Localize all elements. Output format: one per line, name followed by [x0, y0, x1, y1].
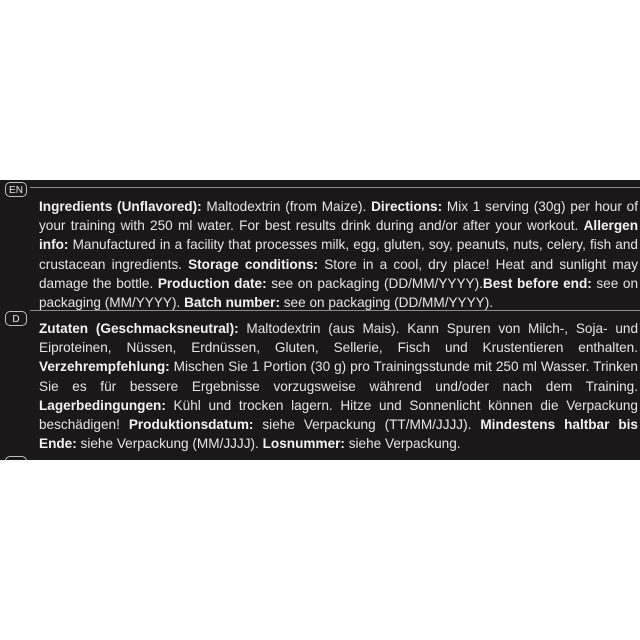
storage-label: Storage conditions:: [188, 256, 319, 272]
allergen-label: Allergen info:: [39, 218, 638, 253]
best-before-label: Best before end:: [482, 275, 592, 291]
haltbar-text: siehe Verpackung (MM/JJJJ).: [76, 436, 263, 452]
zutaten-text: Maltodextrin (aus Mais). Kann Spuren von Milch-, Soja- und Eiproteinen, Nüssen, Erdnüssen, Gluten, Sellerie, Fisch und Krustentieren enthalten.: [39, 321, 639, 356]
verzehrempfehlung-text: Mischen Sie 1 Portion (30 g) pro Trainingsstunde mit 250 ml Wasser. Trinken Sie es für bessere Ergebnisse vorzugsweise während und/oder nach dem Training.: [39, 359, 638, 394]
production-date-label: Production date:: [157, 275, 267, 291]
losnummer-label: Losnummer:: [262, 436, 345, 452]
directions-label: Directions:: [371, 199, 443, 214]
ingredients-label: Ingredients (Unflavored):: [39, 199, 202, 214]
losnummer-text: siehe Verpackung.: [344, 436, 461, 452]
allergen-text: Manufactured in a facility that processes milk, egg, gluten, soy, peanuts, nuts, celery, fish and crustacean ingredients.: [39, 237, 638, 272]
produktionsdatum-label: Produktionsdatum:: [128, 417, 254, 433]
haltbar-label: Mindestens haltbar bis Ende:: [39, 417, 638, 452]
lagerbedingungen-text: Kühl und trocken lagern. Hitze und Sonnenlicht können die Verpackung beschädigen!: [39, 397, 638, 433]
batch-number-text: see on packaging (DD/MM/YYYY).: [279, 295, 494, 311]
production-date-text: see on packaging (DD/MM/YYYY).: [266, 275, 483, 291]
ingredients-text: Maltodextrin (from Maize).: [201, 199, 372, 214]
label-panel: [0, 180, 640, 460]
language-badge-cutoff: [5, 456, 27, 460]
english-label-text: [39, 197, 638, 312]
storage-text: Store in a cool, dry place! Heat and sunlight may damage the bottle.: [39, 256, 639, 291]
produktionsdatum-text: siehe Verpackung (TT/MM/JJJJ).: [253, 417, 481, 433]
language-badge-d: D: [5, 311, 27, 326]
language-badge-en: EN: [5, 182, 27, 197]
german-label-text: [39, 319, 638, 453]
best-before-text: see on packaging (MM/YYYY).: [39, 275, 639, 311]
lagerbedingungen-label: Lagerbedingungen:: [39, 397, 166, 413]
batch-number-label: Batch number:: [184, 295, 280, 311]
verzehrempfehlung-label: Verzehrempfehlung:: [39, 359, 170, 375]
zutaten-label: Zutaten (Geschmacksneutral):: [39, 321, 239, 336]
section-divider-middle: [30, 310, 640, 311]
directions-text: Mix 1 serving (30g) per hour of your training with 250 ml water. For best results drink during and/or after your workout.: [39, 199, 639, 234]
section-divider-top: [30, 187, 640, 188]
